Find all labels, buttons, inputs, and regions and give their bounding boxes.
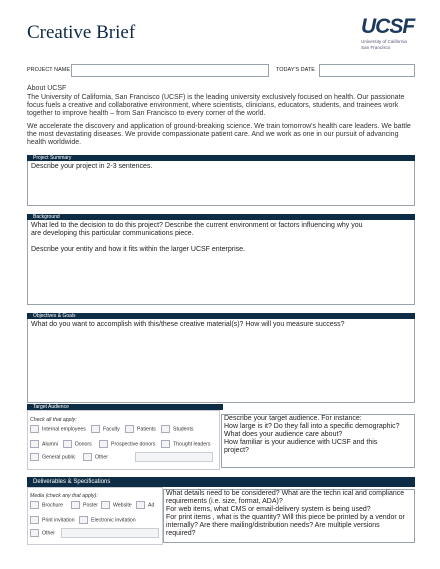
audience-option-students[interactable]: Students: [161, 425, 193, 433]
audience-option-other[interactable]: Other: [83, 453, 108, 461]
objectives-header: Objectives & Goals: [27, 313, 415, 319]
todays-date-label: TODAY'S DATE: [276, 67, 315, 73]
checkbox-icon[interactable]: [79, 516, 88, 524]
checkbox-icon[interactable]: [63, 440, 72, 448]
deliverables-prompt-2: requirements (i.e. size, format, ADA)?: [166, 498, 283, 505]
audience-prompt-5: project?: [224, 447, 249, 454]
audience-prompt-3: What does your audience care about?: [224, 431, 343, 438]
deliverables-prompt-1: What details need to be considered? What are the techn ical and compliance: [166, 490, 405, 497]
deliverables-description-field[interactable]: [163, 489, 415, 543]
checkbox-icon[interactable]: [125, 425, 134, 433]
project-name-label: PROJECT NAME: [27, 67, 70, 73]
checkbox-icon[interactable]: [30, 453, 39, 461]
deliverables-prompt-4: For print items , what is the quantity? Will this piece be printed by a vendor or: [166, 514, 405, 521]
objectives-field[interactable]: [27, 319, 415, 403]
background-prompt-1: What led to the decision to do this project? Describe the current environment or factors influencing why you: [31, 222, 363, 229]
audience-check-label: Check all that apply:: [30, 417, 77, 423]
page-title: Creative Brief: [27, 22, 136, 43]
media-option-website[interactable]: Website: [101, 501, 132, 509]
media-other-field[interactable]: [61, 528, 159, 538]
background-field[interactable]: [27, 220, 415, 305]
about-paragraph-2: We accelerate the discovery and application of ground-breaking science. We train tomorrow's health care leaders. We battle the most devastating diseases. We provide compassionate patient care. And we work as one in our pursuit of advancing health worldwide.: [27, 123, 411, 146]
audience-option-internal-employees[interactable]: Internal employees: [30, 425, 86, 433]
audience-option-alumni[interactable]: Alumni: [30, 440, 58, 448]
target-audience-section: [27, 404, 415, 470]
deliverables-section: [27, 477, 415, 543]
media-option-brochure[interactable]: Brochure: [30, 501, 63, 509]
target-audience-header: Target Audience: [27, 404, 223, 410]
deliverables-prompt-3: For web items, what CMS or email-delivery system is being used?: [166, 506, 371, 513]
checkbox-icon[interactable]: [30, 529, 39, 537]
background-prompt-3: Describe your entity and how it fits within the larger UCSF enterprise.: [31, 246, 245, 253]
about-paragraph-1: The University of California, San Francisco (UCSF) is the leading university exclusively focused on health. Our passionate focus fuels a creative and collaborative environment, where scientists, clinicians, educators, students, and trainees work together to improve health – from San Francisco to every corner of the world.: [27, 94, 405, 117]
checkbox-icon[interactable]: [30, 425, 39, 433]
checkbox-icon[interactable]: [101, 501, 110, 509]
checkbox-icon[interactable]: [91, 425, 100, 433]
background-header: Background: [27, 214, 415, 220]
project-summary-section: [27, 155, 415, 206]
checkbox-icon[interactable]: [71, 501, 80, 509]
media-option-poster[interactable]: Poster: [71, 501, 98, 509]
audience-option-general-public[interactable]: General public: [30, 453, 75, 461]
media-option-ad[interactable]: Ad: [136, 501, 154, 509]
checkbox-icon[interactable]: [30, 440, 39, 448]
background-section: [27, 214, 415, 305]
media-check-label: Media (check any that apply):: [30, 493, 98, 499]
audience-option-donors[interactable]: Donors: [63, 440, 92, 448]
todays-date-field[interactable]: [319, 64, 415, 77]
objectives-prompt: What do you want to accomplish with this/these creative material(s)? How will you measure success?: [31, 321, 345, 328]
audience-description-field[interactable]: [221, 414, 415, 468]
project-summary-field[interactable]: [27, 161, 415, 206]
deliverables-prompt-5: internally? Are there mailing/distribution needs? Are multiple versions: [166, 522, 380, 529]
checkbox-icon[interactable]: [99, 440, 108, 448]
audience-option-prospective-donors[interactable]: Prospective donors: [99, 440, 155, 448]
project-name-field[interactable]: [71, 64, 269, 77]
checkbox-icon[interactable]: [30, 516, 39, 524]
about-heading: About UCSF: [27, 85, 67, 92]
logo-line-2: San Francisco: [361, 44, 391, 50]
deliverables-header: Deliverables & Specifications: [27, 477, 415, 487]
background-prompt-2: are developing this particular communications piece.: [31, 230, 194, 237]
checkbox-icon[interactable]: [30, 501, 39, 509]
audience-prompt-4: How familiar is your audience with UCSF and this: [224, 439, 378, 446]
audience-option-thought-leaders[interactable]: Thought leaders: [161, 440, 211, 448]
checkbox-icon[interactable]: [161, 440, 170, 448]
logo-line-1: University of California: [361, 39, 407, 44]
audience-prompt-1: Describe your target audience. For instance:: [224, 415, 362, 422]
media-option-other[interactable]: Other: [30, 529, 55, 537]
media-option-electronic-invitation[interactable]: Electronic invitation: [79, 516, 136, 524]
project-summary-header: Project Summary: [27, 155, 415, 161]
ucsf-logo: [361, 17, 419, 50]
objectives-section: [27, 313, 415, 403]
audience-option-patients[interactable]: Patients: [125, 425, 156, 433]
checkbox-icon[interactable]: [161, 425, 170, 433]
deliverables-prompt-6: required?: [166, 530, 196, 537]
logo-mark: UCSF: [361, 15, 415, 38]
audience-other-field[interactable]: [135, 452, 213, 462]
checkbox-icon[interactable]: [136, 501, 145, 509]
media-option-print-invitation[interactable]: Print invitation: [30, 516, 75, 524]
checkbox-icon[interactable]: [83, 453, 92, 461]
project-summary-prompt: Describe your project in 2-3 sentences.: [31, 163, 153, 170]
audience-option-faculty[interactable]: Faculty: [91, 425, 120, 433]
audience-prompt-2: How large is it? Do they fall into a specific demographic?: [224, 423, 400, 430]
